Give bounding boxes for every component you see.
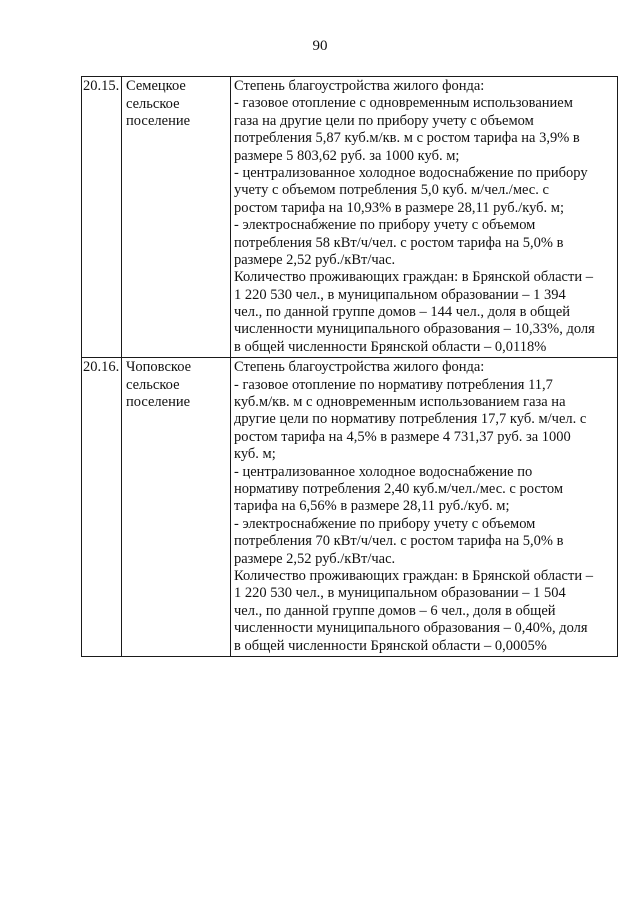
- description-line: Количество проживающих граждан: в Брянской области –: [234, 269, 593, 286]
- table-row: [82, 358, 618, 657]
- row-number: 20.16.: [83, 359, 120, 376]
- description-line: - газовое отопление по нормативу потребления 11,7: [234, 376, 553, 393]
- settlement-name-line: Чоповское: [126, 359, 192, 376]
- description-line: размере 2,52 руб./кВт/час.: [234, 550, 396, 567]
- description-line: в общей численности Брянской области – 0,0005%: [234, 637, 547, 654]
- description-line: - централизованное холодное водоснабжение по прибору: [234, 164, 588, 181]
- description-line: численности муниципального образования – 10,33%, доля: [234, 321, 595, 338]
- row-number-cell: [82, 358, 122, 657]
- description-cell: [231, 77, 618, 358]
- description-line: потребления 70 кВт/ч/чел. с ростом тарифа на 5,0% в: [234, 533, 564, 550]
- description-line: другие цели по нормативу потребления 17,7 куб. м/чел. с: [234, 411, 587, 428]
- settlement-name-line: Семецкое: [126, 78, 186, 94]
- settlement-name-line: сельское: [126, 376, 180, 393]
- description-line: Степень благоустройства жилого фонда:: [234, 359, 485, 376]
- settlement-name-line: поселение: [126, 113, 191, 129]
- description-line: размере 5 803,62 руб. за 1000 куб. м;: [234, 147, 460, 164]
- description-line: Количество проживающих граждан: в Брянской области –: [234, 567, 593, 584]
- description-line: 1 220 530 чел., в муниципальном образовании – 1 504: [234, 585, 566, 602]
- description-line: газа на другие цели по прибору учету с объемом: [234, 112, 534, 129]
- row-number: 20.15.: [83, 78, 120, 94]
- description-line: численности муниципального образования – 0,40%, доля: [234, 620, 588, 637]
- settlement-name-line: сельское: [126, 95, 180, 112]
- row-number-cell: [82, 77, 122, 358]
- description-line: чел., по данной группе домов – 6 чел., доля в общей: [234, 602, 556, 619]
- description-line: - электроснабжение по прибору учету с объемом: [234, 217, 536, 234]
- description-line: чел., по данной группе домов – 144 чел., доля в общей: [234, 304, 571, 321]
- description-line: ростом тарифа на 4,5% в размере 4 731,37 руб. за 1000: [234, 428, 571, 445]
- description-line: тарифа на 6,56% в размере 28,11 руб./куб. м;: [234, 498, 510, 515]
- settlement-name-line: поселение: [126, 394, 191, 411]
- description-cell: [231, 358, 618, 657]
- table-row: [82, 77, 618, 358]
- description-line: в общей численности Брянской области – 0,0118%: [234, 338, 547, 355]
- description-line: нормативу потребления 2,40 куб.м/чел./мес. с ростом: [234, 480, 564, 497]
- settlements-table: [81, 76, 618, 657]
- description-line: - электроснабжение по прибору учету с объемом: [234, 515, 536, 532]
- description-line: куб. м;: [234, 446, 276, 463]
- description-line: ростом тарифа на 10,93% в размере 28,11 руб./куб. м;: [234, 199, 564, 216]
- description-line: потребления 58 кВт/ч/чел. с ростом тарифа на 5,0% в: [234, 234, 564, 251]
- settlement-name-cell: [122, 358, 231, 657]
- description-line: 1 220 530 чел., в муниципальном образовании – 1 394: [234, 286, 566, 303]
- description-line: размере 2,52 руб./кВт/час.: [234, 251, 396, 268]
- table-body: [82, 77, 618, 657]
- settlement-name-cell: [122, 77, 231, 358]
- page-number: 90: [312, 38, 328, 54]
- description-line: потребления 5,87 куб.м/кв. м с ростом тарифа на 3,9% в: [234, 130, 580, 147]
- description-line: - централизованное холодное водоснабжение по: [234, 463, 533, 480]
- description-line: куб.м/кв. м с одновременным использованием газа на: [234, 394, 566, 411]
- description-line: учету с объемом потребления 5,0 куб. м/чел./мес. с: [234, 182, 549, 199]
- description-line: Степень благоустройства жилого фонда:: [234, 78, 485, 94]
- description-line: - газовое отопление с одновременным использованием: [234, 95, 573, 112]
